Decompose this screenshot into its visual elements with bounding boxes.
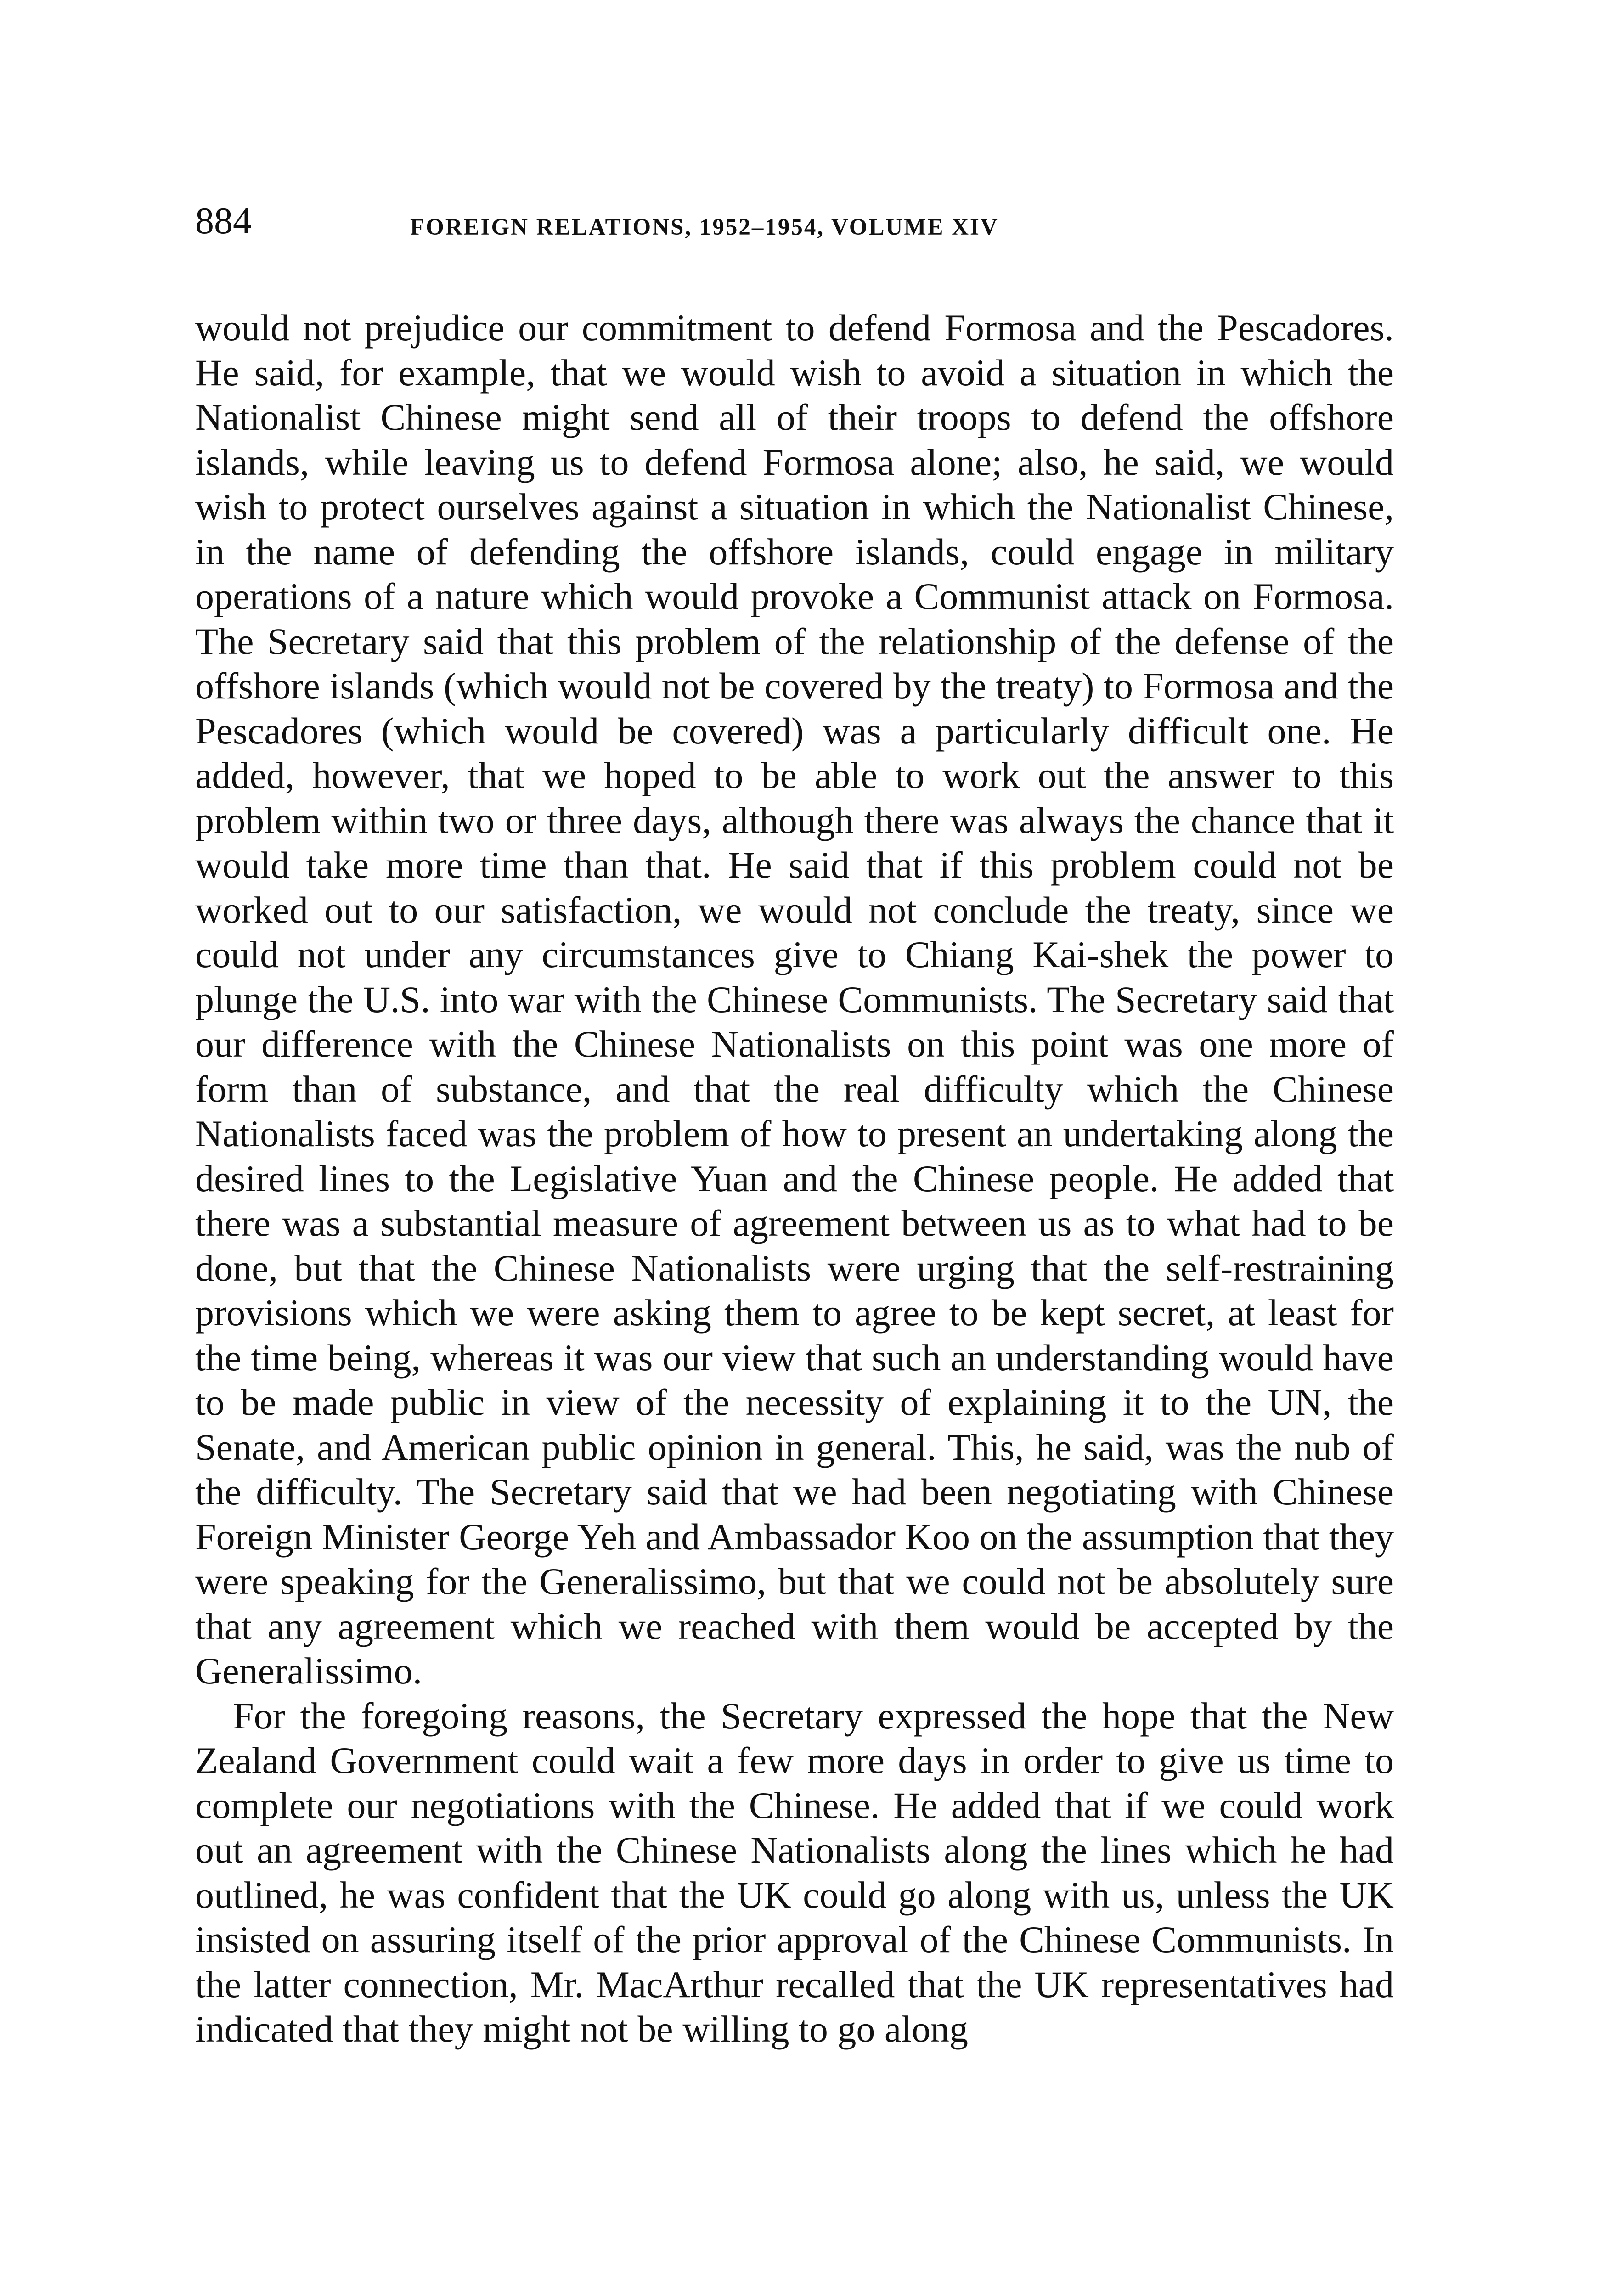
running-header	[195, 202, 1394, 253]
paragraph: For the foregoing reasons, the Secretary expressed the hope that the New Zealand Government could wait a few more days in order to give us time to complete our negotiations with the Chinese. He added that if we could work out an agreement with the Chinese Nationalists along the lines which he had outlined, he was confident that the UK could go along with us, unless the UK insisted on assuring itself of the prior approval of the Chinese Communists. In the latter connection, Mr. MacArthur recalled that the UK representatives had indicated that they might not be willing to go along	[195, 1694, 1394, 2050]
page-number: 884	[195, 200, 252, 242]
running-title: FOREIGN RELATIONS, 1952–1954, VOLUME XIV	[410, 214, 999, 240]
body-text	[195, 305, 1394, 2052]
document-page	[195, 202, 1394, 2052]
paragraph-continued: would not prejudice our commitment to defend Formosa and the Pescadores. He said, for example, that we would wish to avoid a situation in which the Nationalist Chinese might send all of their troops to defend the offshore islands, while leaving us to defend Formosa alone; also, he said, we would wish to protect ourselves against a situation in which the Nationalist Chinese, in the name of defending the offshore islands, could engage in military operations of a nature which would provoke a Communist attack on Formosa. The Secretary said that this problem of the relationship of the defense of the offshore islands (which would not be covered by the treaty) to Formosa and the Pescadores (which would be covered) was a particularly difficult one. He added, however, that we hoped to be able to work out the answer to this problem within two or three days, although there was always the chance that it would take more time than that. He said that if this problem could not be worked out to our satisfaction, we would not conclude the treaty, since we could not under any circumstances give to Chiang Kai-shek the power to plunge the U.S. into war with the Chinese Communists. The Secretary said that our difference with the Chinese Nationalists on this point was one more of form than of substance, and that the real difficulty which the Chinese Nationalists faced was the problem of how to present an undertaking along the desired lines to the Legislative Yuan and the Chinese people. He added that there was a substantial measure of agreement between us as to what had to be done, but that the Chinese Nationalists were urging that the self-restraining provisions which we were asking them to agree to be kept secret, at least for the time being, whereas it was our view that such an understanding would have to be made public in view of the necessity of explaining it to the UN, the Senate, and American public opinion in general. This, he said, was the nub of the difficulty. The Secretary said that we had been negotiating with Chinese Foreign Minister George Yeh and Ambassador Koo on the assumption that they were speaking for the Generalissimo, but that we could not be absolutely sure that any agreement which we reached with them would be accepted by the Generalissimo.	[195, 307, 1394, 1692]
